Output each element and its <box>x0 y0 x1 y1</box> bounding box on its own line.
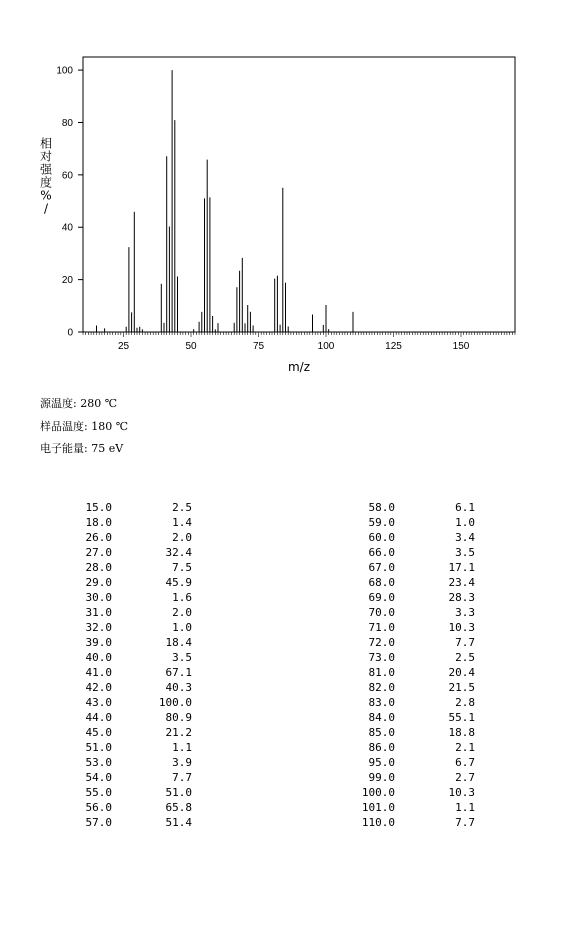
spectrum-peaks <box>97 70 354 332</box>
condition-sample-temp <box>40 420 128 434</box>
peak-intensity: 1.1 <box>172 741 192 754</box>
peak-mz: 54.0 <box>85 771 112 784</box>
peak-table-row <box>52 575 192 590</box>
peak-intensity: 6.7 <box>455 756 475 769</box>
y-tick-label: 80 <box>61 117 73 129</box>
x-axis-title: m/z <box>287 360 311 374</box>
peak-intensity: 7.7 <box>455 636 475 649</box>
peak-mz: 67.0 <box>368 561 395 574</box>
peak-intensity: 2.5 <box>455 651 475 664</box>
peak-table-row <box>335 545 475 560</box>
peak-mz: 31.0 <box>85 606 112 619</box>
peak-mz: 41.0 <box>85 666 112 679</box>
peak-intensity: 1.1 <box>455 801 475 814</box>
peak-mz: 101.0 <box>361 801 395 814</box>
y-tick-label: 40 <box>61 222 73 234</box>
peak-intensity: 2.0 <box>172 606 192 619</box>
peak-table-row <box>335 575 475 590</box>
peak-table-row <box>52 755 192 770</box>
peak-mz: 99.0 <box>368 771 395 784</box>
peak-mz: 56.0 <box>85 801 112 814</box>
peak-table-row <box>335 740 475 755</box>
peak-table-row <box>52 560 192 575</box>
peak-table-row <box>335 755 475 770</box>
x-tick-label: 75 <box>252 341 265 352</box>
x-tick-label: 125 <box>385 341 402 352</box>
peak-table-row <box>52 770 192 785</box>
peak-mz: 59.0 <box>368 516 395 529</box>
peak-mz: 85.0 <box>368 726 395 739</box>
peak-intensity: 2.1 <box>455 741 475 754</box>
peak-mz: 43.0 <box>85 696 112 709</box>
peak-mz: 44.0 <box>85 711 112 724</box>
peak-mz: 45.0 <box>85 726 112 739</box>
peak-table-row <box>52 545 192 560</box>
peak-table-row <box>52 590 192 605</box>
peak-intensity: 3.3 <box>455 606 475 619</box>
peak-intensity: 45.9 <box>165 576 192 589</box>
peak-table-row <box>335 560 475 575</box>
condition-electron-energy <box>40 442 123 456</box>
peak-intensity: 100.0 <box>158 696 192 709</box>
peak-intensity: 3.9 <box>172 756 192 769</box>
peak-intensity: 3.5 <box>455 546 475 559</box>
peak-table-row <box>52 605 192 620</box>
peak-table-row <box>335 515 475 530</box>
peak-table-row <box>335 695 475 710</box>
x-tick-label: 25 <box>117 341 130 352</box>
y-axis-title <box>40 136 53 216</box>
peak-table-right <box>335 500 475 830</box>
peak-intensity: 2.5 <box>172 501 192 514</box>
peak-table-row <box>335 800 475 815</box>
peak-intensity: 3.4 <box>455 531 475 544</box>
peak-intensity: 20.4 <box>448 666 475 679</box>
electron-energy-value: 75 eV <box>91 442 124 455</box>
svg-text:相对强度%/: 相对强度% / <box>39 136 53 216</box>
peak-intensity: 21.5 <box>448 681 475 694</box>
peak-table-row <box>335 500 475 515</box>
peak-intensity: 7.7 <box>172 771 192 784</box>
peak-table-row <box>52 500 192 515</box>
condition-source-temp <box>40 397 117 411</box>
peak-mz: 57.0 <box>85 816 112 829</box>
peak-mz: 82.0 <box>368 681 395 694</box>
x-axis-ticks <box>83 332 515 352</box>
peak-mz: 32.0 <box>85 621 112 634</box>
peak-mz: 72.0 <box>368 636 395 649</box>
peak-mz: 29.0 <box>85 576 112 589</box>
peak-mz: 27.0 <box>85 546 112 559</box>
y-axis-ticks <box>56 66 83 339</box>
peak-table-row <box>52 725 192 740</box>
peak-mz: 86.0 <box>368 741 395 754</box>
peak-intensity: 10.3 <box>448 786 475 799</box>
peak-table-row <box>335 710 475 725</box>
peak-mz: 84.0 <box>368 711 395 724</box>
peak-table-row <box>52 620 192 635</box>
peak-mz: 70.0 <box>368 606 395 619</box>
peak-table-row <box>335 785 475 800</box>
source-temp-value: 280 ℃ <box>80 397 118 410</box>
peak-mz: 100.0 <box>361 786 395 799</box>
peak-mz: 51.0 <box>85 741 112 754</box>
peak-table-row <box>52 785 192 800</box>
peak-mz: 15.0 <box>85 501 112 514</box>
sample-temp-value: 180 ℃ <box>91 420 129 433</box>
y-tick-label: 0 <box>67 327 73 339</box>
peak-mz: 40.0 <box>85 651 112 664</box>
peak-intensity: 51.0 <box>165 786 192 799</box>
peak-intensity: 1.4 <box>172 516 192 529</box>
peak-table-row <box>335 605 475 620</box>
peak-table-row <box>335 650 475 665</box>
peak-mz: 66.0 <box>368 546 395 559</box>
peak-table-row <box>335 620 475 635</box>
source-temp-label: 源温度: <box>40 397 77 410</box>
peak-mz: 18.0 <box>85 516 112 529</box>
plot-frame <box>83 57 515 332</box>
peak-intensity: 21.2 <box>165 726 192 739</box>
peak-mz: 69.0 <box>368 591 395 604</box>
peak-intensity: 18.4 <box>165 636 192 649</box>
peak-mz: 110.0 <box>361 816 395 829</box>
peak-intensity: 1.6 <box>172 591 192 604</box>
sample-temp-label: 样品温度: <box>40 420 88 433</box>
peak-intensity: 65.8 <box>165 801 192 814</box>
peak-mz: 55.0 <box>85 786 112 799</box>
peak-intensity: 67.1 <box>165 666 192 679</box>
x-tick-label: 100 <box>317 341 335 352</box>
peak-intensity: 6.1 <box>455 501 475 514</box>
peak-mz: 42.0 <box>85 681 112 694</box>
peak-table-row <box>335 725 475 740</box>
peak-table-row <box>52 515 192 530</box>
peak-mz: 71.0 <box>368 621 395 634</box>
peak-mz: 95.0 <box>368 756 395 769</box>
peak-table-row <box>52 650 192 665</box>
peak-table-row <box>52 695 192 710</box>
peak-mz: 28.0 <box>85 561 112 574</box>
peak-mz: 39.0 <box>85 636 112 649</box>
peak-table-row <box>335 815 475 830</box>
peak-intensity: 3.5 <box>172 651 192 664</box>
peak-intensity: 55.1 <box>448 711 475 724</box>
peak-intensity: 7.5 <box>172 561 192 574</box>
peak-table-row <box>335 635 475 650</box>
y-tick-label: 100 <box>56 65 73 77</box>
x-tick-label: 50 <box>185 341 197 352</box>
peak-intensity: 1.0 <box>455 516 475 529</box>
peak-intensity: 10.3 <box>448 621 475 634</box>
peak-intensity: 40.3 <box>165 681 192 694</box>
peak-mz: 68.0 <box>368 576 395 589</box>
peak-intensity: 1.0 <box>172 621 192 634</box>
peak-intensity: 32.4 <box>165 546 192 559</box>
peak-table-row <box>52 800 192 815</box>
peak-mz: 83.0 <box>368 696 395 709</box>
peak-table-row <box>52 815 192 830</box>
peak-mz: 81.0 <box>368 666 395 679</box>
peak-table-row <box>52 530 192 545</box>
peak-mz: 30.0 <box>85 591 112 604</box>
x-tick-label: 150 <box>452 341 470 352</box>
peak-intensity: 23.4 <box>448 576 475 589</box>
peak-table-row <box>335 665 475 680</box>
y-tick-label: 60 <box>61 170 73 182</box>
peak-intensity: 51.4 <box>165 816 192 829</box>
peak-table-row <box>335 590 475 605</box>
peak-intensity: 2.0 <box>172 531 192 544</box>
peak-table-left <box>52 500 192 830</box>
peak-mz: 73.0 <box>368 651 395 664</box>
mass-spectrum-chart <box>0 0 570 380</box>
peak-intensity: 28.3 <box>448 591 475 604</box>
electron-energy-label: 电子能量: <box>40 442 88 455</box>
peak-intensity: 7.7 <box>455 816 475 829</box>
peak-table-row <box>335 530 475 545</box>
peak-mz: 58.0 <box>368 501 395 514</box>
peak-table-row <box>335 770 475 785</box>
peak-intensity: 18.8 <box>448 726 475 739</box>
peak-mz: 26.0 <box>85 531 112 544</box>
peak-table-row <box>52 665 192 680</box>
peak-table-row <box>52 710 192 725</box>
peak-intensity: 17.1 <box>448 561 475 574</box>
peak-mz: 60.0 <box>368 531 395 544</box>
y-tick-label: 20 <box>61 275 73 287</box>
peak-table-row <box>52 635 192 650</box>
peak-intensity: 2.8 <box>455 696 475 709</box>
peak-table-row <box>52 740 192 755</box>
peak-table-row <box>335 680 475 695</box>
peak-intensity: 2.7 <box>455 771 475 784</box>
peak-mz: 53.0 <box>85 756 112 769</box>
peak-intensity: 80.9 <box>165 711 192 724</box>
peak-table-row <box>52 680 192 695</box>
